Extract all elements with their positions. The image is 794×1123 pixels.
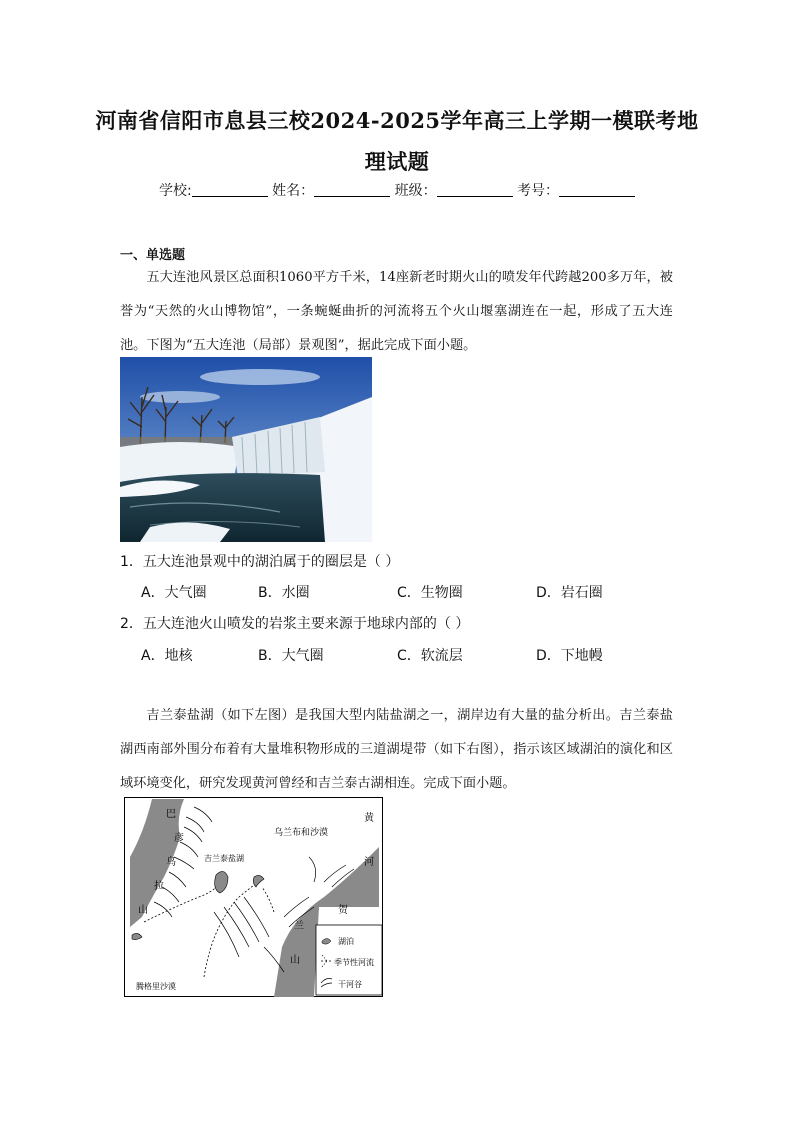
map-legend <box>316 925 382 995</box>
map-label-bayanwula-1: 巴 <box>166 809 176 820</box>
map-label-huanghe-2: 河 <box>364 857 374 868</box>
map-label-jilantai: 吉兰泰盐湖 <box>204 854 244 863</box>
map-label-helan-2: 兰 <box>294 921 304 932</box>
map-label-bayanwula-2: 彦 <box>174 833 184 844</box>
school-blank <box>192 182 268 197</box>
question-1-stem: 1．五大连池景观中的湖泊属于的圈层是（ ） <box>120 554 400 570</box>
map-label-tengger: 腾格里沙漠 <box>136 982 176 991</box>
map-label-bayanwula-3: 乌 <box>166 857 176 868</box>
title-line-1: 河南省信阳市息县三校2024-2025学年高三上学期一模联考地 <box>95 108 699 133</box>
section-heading: 一、单选题 <box>120 248 186 263</box>
exam-no-blank <box>559 182 635 197</box>
q1-option-b[interactable]: B．水圈 <box>258 585 310 601</box>
exam-no-label: 考号： <box>517 183 560 199</box>
map-label-helan-1: 贺 <box>338 905 348 916</box>
map-label-bayanwula-4: 拉 <box>154 881 164 892</box>
passage-1: 五大连池风景区总面积1060平方千米，14座新老时期火山的喷发年代跨越200多万年，被誉为“天然的火山博物馆”，一条蜿蜒曲折的河流将五个火山堰塞湖连在一起，形成了五大连池。下图为“五大连池（局部）景观图”，据此完成下面小题。 <box>120 270 673 353</box>
class-blank <box>437 182 513 197</box>
legend-lake: 湖泊 <box>338 937 354 946</box>
map-label-ulanbuhe: 乌兰布和沙漠 <box>274 828 329 838</box>
q1-option-c[interactable]: C．生物圈 <box>397 585 463 601</box>
passage-2: 吉兰泰盐湖（如下左图）是我国大型内陆盐湖之一，湖岸边有大量的盐分析出。吉兰泰盐湖西南部外围分布着有大量堆积物形成的三道湖堤带（如下右图），指示该区域湖泊的演化和区域环境变化，研究发现黄河曾经和吉兰泰古湖相连。完成下面小题。 <box>120 708 673 791</box>
name-label: 姓名： <box>272 183 315 199</box>
name-blank <box>314 182 390 197</box>
legend-dry-valley: 干河谷 <box>338 980 362 989</box>
map-label-bayanwula-5: 山 <box>138 905 148 916</box>
school-label: 学校: <box>158 183 192 199</box>
q2-option-b[interactable]: B．大气圈 <box>258 648 324 664</box>
title-line-2: 理试题 <box>364 149 430 174</box>
student-info-row <box>0 180 794 200</box>
class-label: 班级： <box>394 183 437 199</box>
q2-option-d[interactable]: D．下地幔 <box>536 648 603 664</box>
q2-option-c[interactable]: C．软流层 <box>397 648 463 664</box>
legend-seasonal-river: 季节性河流 <box>334 958 374 967</box>
q1-option-d[interactable]: D．岩石圈 <box>536 585 603 601</box>
jilantai-salt-lake-map <box>124 797 383 997</box>
map-label-huanghe-1: 黄 <box>364 813 374 824</box>
map-label-helan-3: 山 <box>290 955 300 966</box>
question-2-stem: 2．五大连池火山喷发的岩浆主要来源于地球内部的（ ） <box>120 616 470 632</box>
q2-option-a[interactable]: A．地核 <box>141 648 193 664</box>
wudalianchi-landscape-photo <box>120 357 372 542</box>
q1-option-a[interactable]: A．大气圈 <box>141 585 207 601</box>
